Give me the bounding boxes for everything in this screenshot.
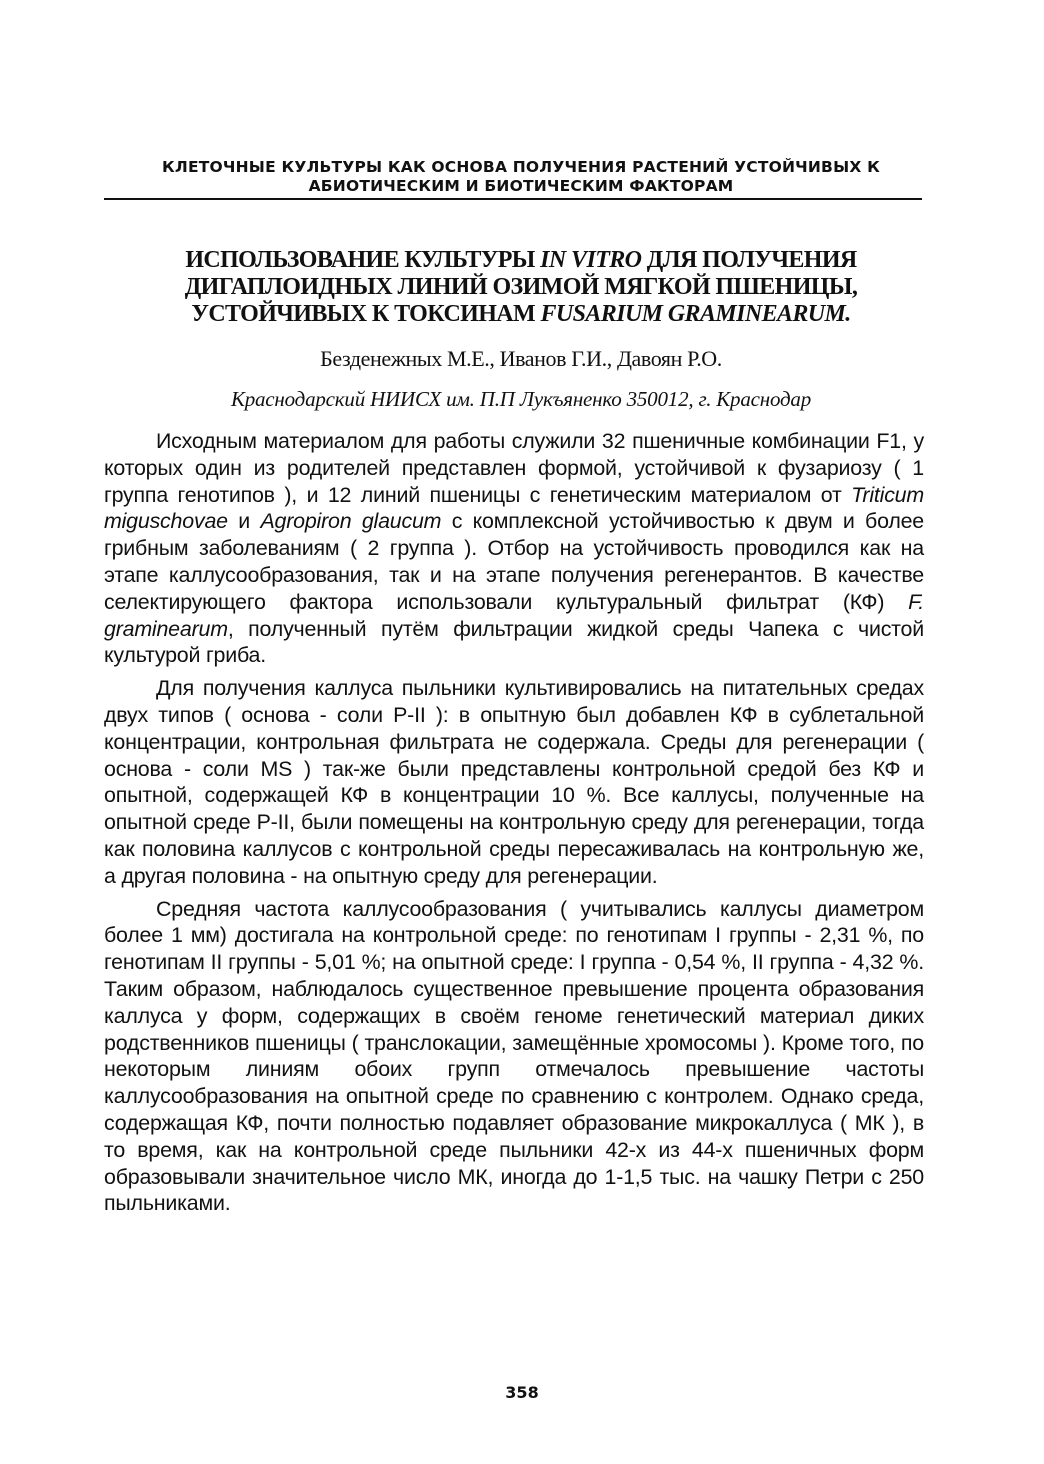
page-number: 358 xyxy=(505,1383,539,1402)
article-title xyxy=(118,247,924,328)
title-in-vitro: IN VITRO xyxy=(540,247,642,273)
paragraph-2: Для получения каллуса пыльники культивировались на питательных средах двух типов ( основа - соли P-II ): в опытную был добавлен КФ в сублетальной концентрации, контрольная фильтрата не содержала. Среды для регенерации ( основа - соли MS ) так-же были представлены контрольной средой без КФ и опытной, содержащей КФ в концентрации 10 %. Все каллусы, полученные на опытной среде P-II, были помещены на контрольную среду для регенерации, тогда как половина каллусов с контрольной среды пересаживалась на контрольную же, а другая половина - на опытную среду для регенерации. xyxy=(104,676,924,888)
paragraph-1-text-e: с комплексной устойчивостью к двум и более грибным заболеваниям ( 2 группа ). Отбор на устойчивость проводился как на этапе каллусообразования, так и на этапе получения регенерантов. В качестве селектирующего фактора использовали культуральный фильтрат (КФ) xyxy=(104,509,924,614)
running-header: КЛЕТОЧНЫЕ КУЛЬТУРЫ КАК ОСНОВА ПОЛУЧЕНИЯ РАСТЕНИЙ УСТОЙЧИВЫХ К АБИОТИЧЕСКИМ И БИОТИЧЕСКИМ ФАКТОРАМ xyxy=(162,158,880,195)
affiliation: Краснодарский НИИСХ им. П.П Лукъяненко 350012, г. Краснодар xyxy=(230,387,812,411)
title-part-2: ДЛЯ ПОЛУЧЕНИЯ ДИГАПЛОИДНЫХ ЛИНИЙ ОЗИМОЙ МЯГКОЙ ПШЕНИЦЫ, УСТОЙЧИВЫХ К ТОКСИНАМ xyxy=(184,247,858,327)
species-triticum: Triticum miguschovae xyxy=(104,482,924,534)
species-graminearum: F. graminearum xyxy=(104,589,924,641)
paragraph-3: Средняя частота каллусообразования ( учитывались каллусы диаметром более 1 мм) достигала на контрольной среде: по генотипам I группы - 2,31 %, по генотипам II группы - 5,01 %; на опытной среде: I группа - 0,54 %, II группа - 4,32 %. Таким образом, наблюдалось существенное превышение процента образования каллуса у форм, содержащих в своём геноме генетический материал диких родственников пшеницы ( транслокации, замещённые хромосомы ). Кроме того, по некоторым линиям обоих групп отмечалось превышение частоты каллусообразования на опытной среде по сравнению с контролем. Однако среда, содержащая КФ, почти полностью подавляет образование микрокаллуса ( МК ), в то время, как на контрольной среде пыльники 42-х из 44-х пшеничных форм образовывали значительное число МК, иногда до 1-1,5 тыс. на чашку Петри с 250 пыльниками. xyxy=(104,896,924,1216)
species-agropiron: Agropiron glaucum xyxy=(260,509,442,534)
paragraph-1-text-g: , полученный путём фильтрации жидкой среды Чапека с чистой культурой гриба. xyxy=(104,616,924,668)
header-rule xyxy=(104,198,922,200)
article-body xyxy=(104,428,924,1223)
title-part-1: ИСПОЛЬЗОВАНИЕ КУЛЬТУРЫ xyxy=(185,247,541,273)
paragraph-1-text-a: Исходным материалом для работы служили 32 пшеничные комбинации F1, у которых один из родителей представлен формой, устойчивой к фузариозу ( 1 группа генотипов ), и 12 линий пшеницы с генетическим материалом от xyxy=(104,429,924,507)
title-fusarium: FUSARIUM GRAMINEARUM. xyxy=(540,301,851,327)
paragraph-1 xyxy=(104,428,924,669)
authors: Безденежных М.Е., Иванов Г.И., Давоян Р.О. xyxy=(320,346,722,371)
paragraph-1-text-c: и xyxy=(227,509,261,534)
